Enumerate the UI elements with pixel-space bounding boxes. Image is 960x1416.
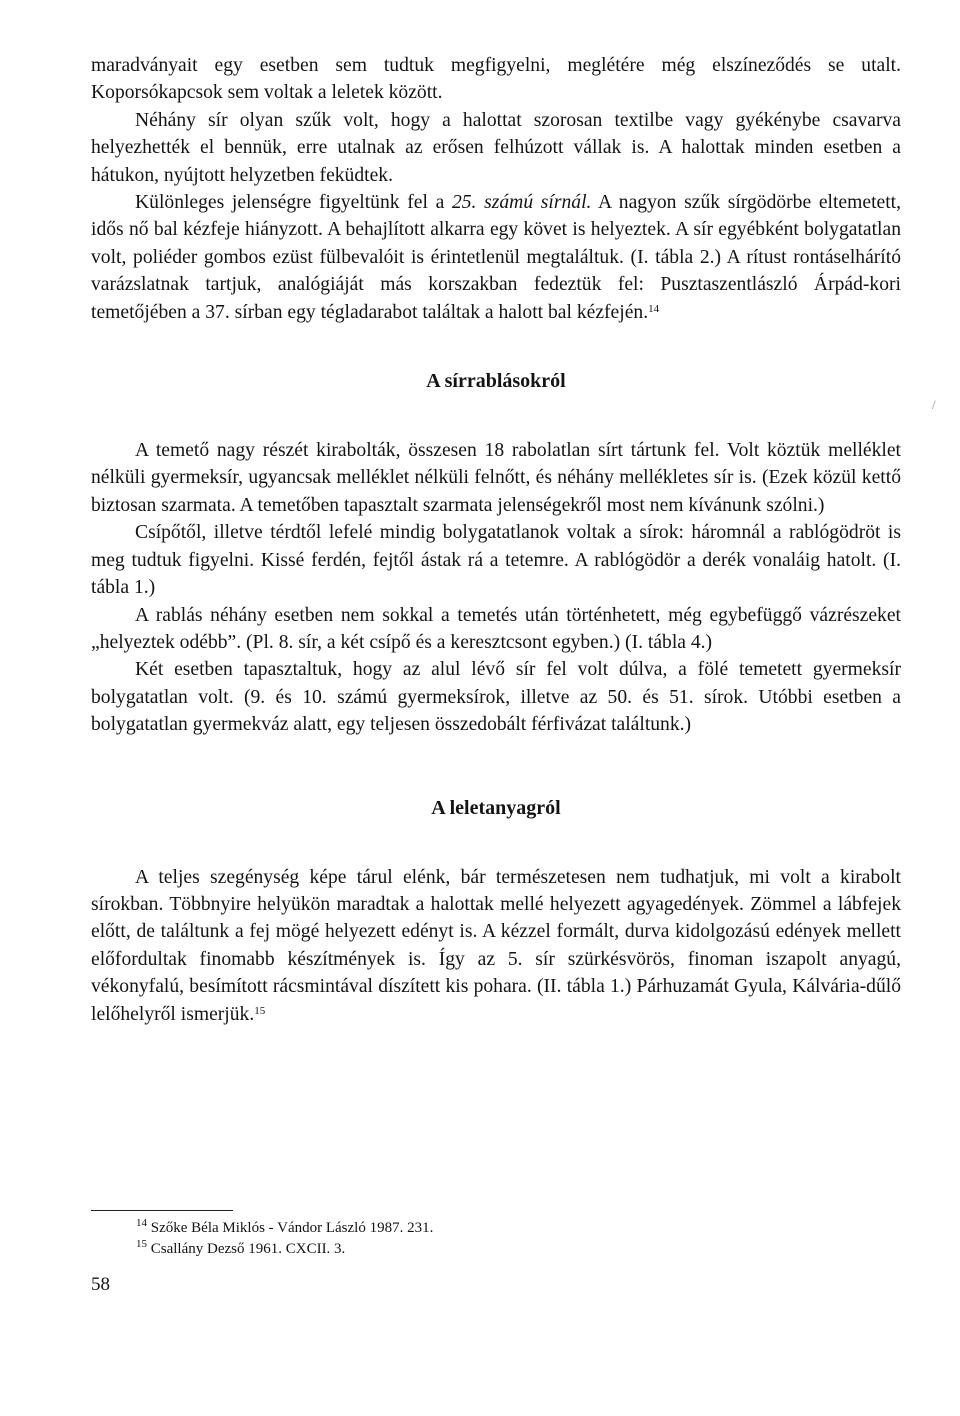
paragraph-robbing-pits: Csípőtől, illetve térdtől lefelé mindig bolygatatlanok voltak a sírok: háromnál a rablógödröt is meg tudtuk figyelni. Kissé ferdén, fejtől ástak rá a tetemre. A rablógödör a derék vonaláig hatolt. (I. tábla 1.): [91, 522, 901, 599]
grave-25-emphasis: 25. számú sírnál.: [451, 192, 592, 214]
section-heading-grave-robbing: A sírrablásokról: [426, 370, 566, 393]
paragraph-early-robbing: A rablás néhány esetben nem sokkal a temetés után történhetett, még egybefüggő vázrészeket „helyeztek odébb”. (Pl. 8. sír, a két csípő és a keresztcsont egyben.) (I. tábla 4.): [91, 604, 901, 653]
footnote-text: Csallány Dezső 1961. CXCII. 3.: [150, 1241, 346, 1257]
footnotes: [136, 1218, 433, 1260]
paragraph-continuation: maradványait egy esetben sem tudtuk megfigyelni, meglétére még elszíneződés se utalt. Koporsókapcsok sem voltak a leletek között.: [91, 55, 901, 104]
paragraph-grave-25-lead: Különleges jelenségre figyeltünk fel a: [135, 192, 452, 214]
section-heading-finds: A leletanyagról: [431, 796, 561, 819]
footnote-ref-15[interactable]: 15: [254, 1004, 266, 1017]
paragraph-grave-25: [91, 189, 901, 326]
footnote-divider: [91, 1210, 233, 1211]
paragraph-finds: [91, 864, 901, 1028]
page-body: [91, 52, 901, 1028]
footnote-number: 15: [136, 1238, 147, 1250]
paragraph-overlapping-graves: Két esetben tapasztaltuk, hogy az alul lévő sír fel volt dúlva, a fölé temetett gyermeksír bolygatatlan volt. (9. és 10. számú gyermeksírok, illetve az 50. és 51. sírok. Utóbbi esetben a bolygatatlan gyermekváz alatt, egy teljesen összedobált férfivázat találtunk.): [91, 659, 901, 736]
paragraph-finds-text: A teljes szegénység képe tárul elénk, bár természetesen nem tudhatjuk, mi volt a kirabolt sírokban. Többnyire helyükön maradtak a halottak mellé helyezett agyagedények. Zömmel a lábfejek előtt, de találtunk a fej mögé helyezett edényt is. A kézzel formált, durva kidolgozású edények mellett előfordultak finomabb készítmények is. Így az 5. sír szürkésvörös, finoman iszapolt anyagú, vékonyfalú, besímított rácsmintával díszített kis pohara. (II. tábla 1.) Párhuzamát Gyula, Kálvária-dűlő lelőhelyről ismerjük.: [91, 866, 901, 1025]
paragraph-robbed-cemetery: A temető nagy részét kirabolták, összesen 18 rabolatlan sírt tártunk fel. Volt köztük melléklet nélküli gyermeksír, ugyancsak melléklet nélküli felnőtt, és néhány mellékletes sír is. (Ezek közül kettő biztosan szarmata. A temetőben tapasztalt szarmata jelenségekről most nem kívánunk szólni.): [91, 440, 901, 516]
footnote-15: [136, 1239, 433, 1260]
stray-pen-mark: /: [932, 397, 936, 412]
page-number: 58: [91, 1274, 110, 1295]
footnote-number: 14: [136, 1217, 147, 1229]
footnote-14: [136, 1218, 433, 1239]
footnote-text: Szőke Béla Miklós - Vándor László 1987. 231.: [150, 1220, 434, 1236]
footnote-ref-14[interactable]: 14: [648, 302, 660, 315]
paragraph-narrow-graves: Néhány sír olyan szűk volt, hogy a halottat szorosan textilbe vagy gyékénybe csavarva helyezhették el bennük, erre utalnak az erősen felhúzott vállak is. A halottak minden esetben a hátukon, nyújtott helyzetben feküdtek.: [91, 109, 901, 186]
paragraph-grave-25-rest: A nagyon szűk sírgödörbe eltemetett, idős nő bal kézfeje hiányzott. A behajlított alkarra egy követ is helyeztek. A sír egyébként bolygatatlan volt, poliéder gombos ezüst fülbevalóit is érintetlenül megtaláltuk. (I. tábla 2.) A rítust rontáselhárító varázslatnak tartjuk, analógiáját más korszakban fedeztük fel: Pusztaszentlászló Árpád-kori temetőjében a 37. sírban egy tégladarabot találtak a halott bal kézfején.: [91, 192, 901, 323]
